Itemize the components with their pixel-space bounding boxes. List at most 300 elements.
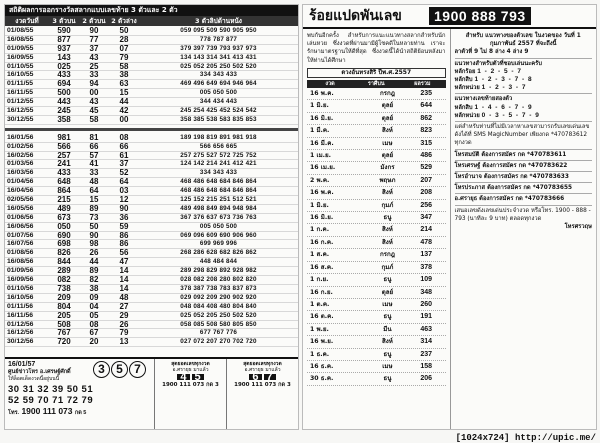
table-row: [307, 162, 446, 174]
zodiac-cell-draw: 1 ก.ค.: [310, 226, 330, 234]
ad-number-line: 52 59 70 71 72 79: [8, 395, 94, 406]
guide-sequence: 1 - 2 - 5 - 7: [477, 67, 523, 75]
zodiac-cell-sign: เมษ: [382, 362, 393, 370]
cell-3-top: 698: [57, 240, 71, 249]
cell-2-bottom: 42: [119, 107, 129, 115]
table-row: [5, 232, 298, 241]
cell-permutations: 344 434 443: [199, 98, 238, 106]
cell-2-top: 90: [89, 27, 99, 35]
zodiac-cell-sign: สิงห์: [381, 127, 393, 135]
cell-2-top: 33: [89, 71, 99, 80]
cell-3-top: 205: [57, 311, 71, 320]
zodiac-cell-sign: ตุลย์: [381, 152, 394, 160]
cell-permutations: 245 254 425 452 524 542: [180, 107, 257, 115]
stats-table-2556: [5, 133, 298, 348]
ad-card-line: อ.ศรายุธ มาแล้ว: [172, 367, 209, 373]
zodiac-cell-draw: 1 ก.ย.: [310, 276, 329, 284]
zodiac-cell-sign: สิงห์: [381, 238, 393, 246]
zodiac-cell-sum: 315: [420, 139, 432, 147]
cell-date: 16/08/56: [7, 258, 34, 266]
cell-3-top: 433: [57, 71, 71, 80]
zodiac-cell-draw: 1 เม.ย.: [310, 152, 331, 160]
ad-subtitle: ให้ล็อตเด็ดงวดนี้อยู่บนนี้: [8, 376, 60, 382]
table-row: [5, 36, 298, 45]
left-page: [4, 4, 299, 430]
cell-permutations: 027 072 207 270 702 720: [180, 338, 257, 346]
cell-2-top: 15: [89, 196, 99, 204]
cell-2-top: 82: [89, 276, 99, 284]
zodiac-cell-sum: 862: [420, 114, 432, 122]
table-row: [5, 294, 298, 303]
cell-3-top: 738: [57, 284, 71, 293]
zodiac-cell-sign: มีน: [383, 325, 392, 333]
cell-2-bottom: 12: [119, 196, 129, 204]
zodiac-cell-sum: 158: [420, 362, 432, 370]
cell-3-top: 245: [57, 107, 71, 115]
table-row: [307, 249, 446, 261]
cell-3-top: 143: [57, 53, 71, 62]
cell-date: 01/02/56: [7, 142, 34, 150]
cell-2-bottom: 37: [119, 160, 129, 169]
cell-permutations: 778 787 877: [199, 35, 238, 43]
zodiac-header-sign: ราศีบน: [367, 81, 385, 88]
table-row: [5, 196, 298, 205]
ad-card-number: 5: [192, 374, 204, 380]
table-row: [307, 311, 446, 323]
zodiac-cell-sign: เมษ: [382, 300, 393, 308]
cell-2-top: 25: [89, 62, 99, 71]
zodiac-cell-sum: 237: [420, 350, 432, 358]
zodiac-table: [307, 88, 446, 386]
table-row: [307, 349, 446, 361]
cell-2-top: 44: [89, 258, 99, 267]
cell-2-bottom: 63: [119, 80, 129, 89]
zodiac-cell-sum: 214: [420, 226, 432, 234]
cell-date: 16/04/56: [7, 187, 34, 195]
guide-sequence: 1 - 2 - 3 - 7: [481, 84, 527, 92]
cell-3-top: 844: [57, 258, 71, 267]
cell-2-top: 89: [89, 204, 99, 213]
guide-heading: สำหรับ แนวทางของตัวเลข ในงวดของ วันที่ 1 กุมภาพันธ์ 2557 ที่จะถึงนี้: [465, 33, 581, 48]
table-row: [5, 312, 298, 321]
table-row: [5, 116, 298, 125]
cell-3-top: 209: [57, 293, 71, 302]
guide-label: หลักหน่วย: [454, 112, 480, 119]
table-row: [5, 249, 298, 258]
zodiac-cell-sign: มังกร: [380, 164, 395, 172]
ad-card-phone: 1900 111 073 กด 3: [162, 382, 219, 388]
cell-date: 01/08/55: [7, 27, 34, 34]
cell-3-top: 215: [57, 196, 71, 204]
guide-sequence: 1 - 2 - 3 - 7 - 8: [474, 76, 533, 84]
zodiac-cell-sum: 314: [420, 338, 432, 346]
guide-label: หลักสิบ: [454, 77, 473, 84]
table-row: [307, 88, 446, 100]
cell-2-top: 09: [89, 293, 99, 302]
ad-number-list: [8, 384, 151, 406]
cell-permutations: 048 084 408 480 804 840: [180, 302, 257, 310]
table-row: [5, 63, 298, 72]
cell-permutations: 257 275 527 572 725 752: [180, 151, 257, 159]
cell-3-top: 433: [57, 169, 71, 178]
cell-2-bottom: 08: [119, 133, 129, 142]
guide-row: [455, 112, 593, 120]
zodiac-cell-draw: 1 ธ.ค.: [310, 350, 330, 358]
table-row: [307, 299, 446, 311]
zodiac-cell-sum: 191: [420, 313, 432, 321]
cell-permutations: 069 096 609 690 906 960: [180, 231, 257, 239]
cell-2-bottom: 44: [119, 98, 129, 107]
ad-card-2: [227, 359, 298, 429]
cell-date: 16/03/56: [7, 169, 34, 177]
cell-3-top: 826: [57, 249, 71, 258]
cell-date: 01/10/55: [7, 62, 34, 70]
guide-sequence: 0 - 3 - 5 - 7 - 9: [481, 111, 540, 119]
cell-date: 16/02/56: [7, 151, 34, 159]
cell-2-bottom: 86: [119, 240, 129, 249]
zodiac-cell-draw: 16 พ.ค.: [310, 189, 334, 197]
zodiac-cell-sign: ธนู: [383, 214, 392, 222]
cell-2-bottom: 61: [119, 151, 129, 160]
zodiac-cell-sign: ตุลย์: [381, 114, 394, 122]
cell-permutations: 379 397 739 793 937 973: [180, 44, 257, 52]
zodiac-cell-sum: 208: [420, 189, 432, 197]
table-row: [307, 100, 446, 112]
cell-3-top: 590: [57, 27, 71, 35]
cell-3-top: 358: [57, 115, 71, 124]
cell-2-top: 73: [89, 213, 99, 222]
table-row: [5, 303, 298, 312]
cell-2-top: 26: [89, 249, 99, 258]
cell-permutations: 124 142 214 241 412 421: [180, 160, 257, 168]
cell-3-top: 648: [57, 178, 71, 187]
guide-line: ลาตัวที่ 9 ไม่ 8 ล่าง 4 ล่าง 9: [454, 49, 529, 56]
table-row: [5, 169, 298, 178]
cell-2-bottom: 27: [119, 302, 129, 311]
cell-2-top: 57: [89, 151, 99, 160]
table-row: [5, 45, 298, 54]
zodiac-column: [303, 29, 450, 429]
cell-3-top: 082: [57, 276, 71, 284]
cell-2-top: 00: [89, 89, 99, 98]
table-row: [307, 274, 446, 286]
zodiac-cell-draw: 1 ต.ค.: [310, 300, 330, 308]
cell-2-top: 81: [89, 133, 99, 142]
zodiac-cell-sum: 378: [420, 263, 432, 271]
table-row: [5, 285, 298, 294]
cell-2-bottom: 26: [119, 320, 129, 329]
zodiac-cell-sum: 256: [420, 201, 432, 209]
table-row: [5, 187, 298, 196]
zodiac-cell-sum: 478: [420, 238, 432, 246]
cell-date: 01/12/55: [7, 98, 34, 106]
zodiac-cell-draw: 16 พ.ย.: [310, 338, 334, 346]
table-row: [5, 178, 298, 187]
cell-permutations: 566 656 665: [199, 142, 238, 150]
ad-phone-number: 1900 111 073: [21, 406, 73, 416]
cell-3-top: 767: [57, 329, 71, 338]
zodiac-cell-sign: สิงห์: [381, 189, 393, 197]
cell-permutations: 125 152 215 251 512 521: [180, 196, 257, 204]
zodiac-cell-sum: 486: [420, 152, 432, 160]
cell-3-top: 241: [57, 160, 71, 169]
guide-line: แนวทางเลขท้ายสองตัว: [455, 93, 593, 103]
cell-2-bottom: 59: [119, 222, 129, 231]
cell-permutations: 334 343 433: [199, 169, 238, 177]
cell-date: 01/08/56: [7, 249, 34, 257]
promo-line: โหรประภาส ต้องการสมัคร กด *470783655: [455, 182, 593, 192]
cell-2-top: 43: [89, 53, 99, 62]
table-row: [307, 200, 446, 212]
cell-2-bottom: 48: [119, 293, 129, 302]
guide-label: หลักร้อย: [454, 68, 476, 75]
cell-permutations: 058 085 508 580 805 850: [180, 320, 257, 328]
table-row: [307, 262, 446, 274]
cell-2-top: 77: [89, 35, 99, 44]
ad-card-1: [155, 359, 227, 429]
cell-date: 02/05/56: [7, 196, 34, 204]
header-2-top: 2 ตัวบน: [82, 17, 106, 25]
cell-2-bottom: 52: [119, 169, 129, 178]
cell-date: 30/12/55: [7, 115, 34, 123]
ad-phone: [8, 406, 151, 417]
table-row: [5, 267, 298, 276]
cell-2-top: 04: [89, 302, 99, 311]
ad-big-number: 5: [111, 361, 128, 378]
cell-2-top: 94: [89, 80, 99, 89]
zodiac-cell-sign: กรกฎ: [379, 90, 395, 98]
zodiac-cell-draw: 16 มิ.ย.: [310, 214, 334, 222]
table-row: [5, 258, 298, 267]
cell-2-top: 67: [89, 329, 99, 338]
cell-date: 01/12/56: [7, 320, 34, 328]
cell-date: 01/11/55: [7, 80, 34, 88]
cell-permutations: 134 143 314 341 413 431: [180, 53, 257, 61]
cell-2-bottom: 36: [119, 213, 129, 222]
ad-phone-suffix: กด 5: [74, 410, 87, 416]
table-row: [307, 113, 446, 125]
zodiac-cell-sum: 463: [420, 325, 432, 333]
stats-table-2555: [5, 26, 298, 126]
cell-3-top: 720: [57, 338, 71, 347]
ad-card-number: 7: [264, 374, 276, 380]
cell-2-bottom: 58: [119, 62, 129, 71]
zodiac-cell-sign: เมษ: [382, 139, 393, 147]
cell-3-top: 050: [57, 222, 71, 231]
guide-column: [450, 29, 597, 429]
cell-permutations: 025 052 205 250 502 520: [180, 311, 257, 319]
table-row: [307, 175, 446, 187]
cell-2-bottom: 28: [119, 35, 129, 44]
stats-header-row: [5, 16, 298, 26]
brand-phone: 1900 888 793: [429, 7, 531, 25]
table-row: [5, 143, 298, 152]
table-row: [307, 361, 446, 373]
table-row: [307, 125, 446, 137]
cell-permutations: 677 767 776: [199, 329, 238, 337]
cell-permutations: 189 198 819 891 981 918: [180, 133, 257, 141]
table-row: [5, 54, 298, 63]
cell-date: 16/07/56: [7, 240, 34, 248]
table-row: [5, 205, 298, 214]
cell-2-top: 58: [89, 115, 99, 124]
zodiac-cell-sum: 137: [420, 251, 432, 259]
cell-permutations: 358 385 538 583 835 853: [180, 115, 257, 123]
table-row: [307, 150, 446, 162]
ad-number-line: 30 31 32 39 50 51: [8, 384, 94, 395]
zodiac-cell-sum: 235: [420, 90, 432, 98]
cell-3-top: 025: [57, 62, 71, 71]
cell-2-bottom: 00: [119, 115, 129, 124]
cell-date: 16/09/56: [7, 276, 34, 284]
cell-3-top: 489: [57, 204, 71, 213]
cell-2-bottom: 15: [119, 89, 129, 98]
promo-line: โหรเศรษฐ์ ต้องการสมัคร กด *470783622: [455, 160, 593, 170]
cell-2-top: 08: [89, 320, 99, 329]
ad-card-number: 6: [249, 374, 261, 380]
guide-body: แต่สำหรับท่านที่ไม่มีเวลาหาเลขสามารถรับเลขเด่นเลขดังได้ที่ SMS MagicNumber เพียงกด *470783612 ทุกงวด: [455, 121, 593, 148]
cell-date: 16/11/56: [7, 311, 34, 319]
guide-row: [455, 68, 593, 76]
cell-2-top: 48: [89, 178, 99, 187]
intro-paragraph: พบกันอีกครั้ง สำหรับการแนะแนวทางสลากสำหรับนักเล่นหวย ซึ่งงวดที่ผ่านมามีผู้โชคดีในหลายท่าน เราจะรักษามาตรฐานให้ดีที่สุด ซึ่งงวดนี้ได้นำสถิติย้อนหลังมาให้ท่านได้ศึกษา: [307, 33, 446, 64]
zodiac-cell-draw: 16 เม.ย.: [310, 164, 336, 172]
ad-card-line: อ.ศรายุธ มาแล้ว: [244, 367, 281, 373]
cell-2-bottom: 29: [119, 311, 129, 320]
table-row: [5, 160, 298, 169]
ad-card-number: 4: [177, 374, 189, 380]
table-row: [5, 240, 298, 249]
cell-permutations: 005 050 500: [199, 222, 238, 230]
ad-big-number: 7: [129, 361, 146, 378]
zodiac-cell-sum: 109: [420, 276, 432, 284]
zodiac-cell-draw: 16 มิ.ย.: [310, 114, 334, 122]
zodiac-cell-sign: ธนู: [383, 375, 392, 383]
cell-3-top: 804: [57, 302, 71, 311]
zodiac-cell-sign: ธนู: [383, 350, 392, 358]
zodiac-cell-draw: 16 มี.ค.: [310, 139, 334, 147]
ad-card-title: สุดยอดเลขทุกงวด: [243, 361, 282, 367]
guide-label: หลักหน่วย: [454, 85, 480, 92]
zodiac-cell-sign: กุมภ์: [381, 201, 394, 209]
cell-2-bottom: 38: [119, 71, 129, 80]
promo-line: อ.ศรายุธ ต้องการสมัคร กด *470783666: [455, 193, 593, 203]
table-row: [5, 80, 298, 89]
cell-date: 01/04/56: [7, 178, 34, 186]
ad-strip: [5, 357, 298, 429]
table-row: [5, 27, 298, 36]
cell-2-top: 66: [89, 142, 99, 151]
cell-2-bottom: 90: [119, 204, 129, 213]
zodiac-cell-sum: 823: [420, 127, 432, 135]
cell-3-top: 673: [57, 213, 71, 222]
closing-text: เสนอเลขดังเลขเด่นประจำงวด หรือโทร. 1900 - 888 - 793 (นาทีละ 9 บาท) ตลอดทุกงวด: [455, 205, 593, 223]
zodiac-cell-sum: 260: [420, 300, 432, 308]
table-row: [307, 324, 446, 336]
cell-2-top: 41: [89, 160, 99, 169]
cell-date: 01/11/56: [7, 302, 34, 310]
header-date: งวดวันที่: [15, 17, 39, 25]
zodiac-cell-draw: 1 ส.ค.: [310, 251, 330, 259]
cell-3-top: 257: [57, 151, 71, 160]
zodiac-cell-sum: 347: [420, 214, 432, 222]
table-row: [5, 134, 298, 143]
cell-2-top: 20: [89, 338, 99, 347]
stats-banner: สถิติผลการออกรางวัลสลากแบบเลขท้าย 3 ตัวและ 2 ตัว: [5, 5, 298, 16]
cell-2-bottom: 86: [119, 231, 129, 240]
cell-2-bottom: 50: [119, 27, 129, 35]
cell-3-top: 864: [57, 187, 71, 196]
cell-date: 16/12/56: [7, 329, 34, 337]
cell-permutations: 059 095 509 590 905 950: [180, 27, 257, 34]
year-divider: [5, 128, 298, 131]
right-header: [303, 5, 596, 29]
ad-phone-label: โทร.: [8, 410, 20, 416]
cell-2-top: 64: [89, 187, 99, 196]
cell-permutations: 028 082 208 280 802 820: [180, 276, 257, 284]
cell-date: 16/11/55: [7, 89, 34, 97]
guide-sequence: 1 - 4 - 6 - 7 - 9: [474, 103, 533, 111]
cell-date: 01/10/56: [7, 284, 34, 292]
zodiac-cell-draw: 16 ส.ค.: [310, 263, 334, 271]
cell-3-top: 937: [57, 44, 71, 53]
cell-date: 16/09/55: [7, 53, 34, 61]
table-row: [5, 329, 298, 338]
table-row: [307, 287, 446, 299]
cell-2-bottom: 79: [119, 53, 129, 62]
cell-permutations: 448 484 844: [199, 258, 238, 266]
zodiac-cell-sign: สิงห์: [381, 226, 393, 234]
zodiac-cell-draw: 16 ก.ย.: [310, 288, 333, 296]
cell-3-top: 508: [57, 320, 71, 329]
zodiac-cell-draw: 1 มี.ค.: [310, 127, 330, 135]
cell-3-top: 443: [57, 98, 71, 107]
cell-permutations: 029 092 209 290 902 920: [180, 293, 257, 301]
cell-permutations: 367 376 637 673 736 763: [180, 213, 257, 221]
table-row: [307, 336, 446, 348]
table-row: [5, 223, 298, 232]
zodiac-cell-sign: ธนู: [383, 276, 392, 284]
right-page: [302, 4, 597, 430]
guide-line: แนวทางสำหรับตัวที่ชอบเล่นนะครับ: [455, 58, 593, 68]
guide-label: หลักสิบ: [454, 104, 473, 111]
cell-2-top: 89: [89, 267, 99, 276]
cell-2-top: 05: [89, 311, 99, 320]
cell-2-bottom: 13: [119, 338, 129, 347]
zodiac-cell-sum: 644: [420, 102, 432, 110]
table-row: [5, 89, 298, 98]
zodiac-cell-sum: 529: [420, 164, 432, 172]
zodiac-cell-sum: 207: [420, 176, 432, 184]
promo-line: โหรอำนาจ ต้องการสมัคร กด *470783633: [455, 171, 593, 181]
cell-3-top: 289: [57, 267, 71, 276]
zodiac-cell-draw: 16 ต.ค.: [310, 313, 334, 321]
cell-2-bottom: 79: [119, 329, 129, 338]
zodiac-cell-sign: สิงห์: [381, 338, 393, 346]
cell-date: 30/12/56: [7, 338, 34, 346]
zodiac-cell-draw: 1 พ.ย.: [310, 325, 329, 333]
cell-permutations: 469 496 649 694 946 964: [180, 80, 257, 88]
table-row: [307, 237, 446, 249]
header-3-permutations: 3 ตัวลิปด้านหน้ง: [195, 17, 242, 25]
cell-2-top: 43: [89, 98, 99, 107]
cell-permutations: 468 486 648 684 846 864: [180, 187, 257, 195]
guide-row: [455, 84, 593, 92]
zodiac-cell-sum: 348: [420, 288, 432, 296]
cell-permutations: 334 343 433: [199, 71, 238, 79]
cell-permutations: 025 052 205 250 502 520: [180, 62, 257, 70]
table-row: [5, 107, 298, 116]
